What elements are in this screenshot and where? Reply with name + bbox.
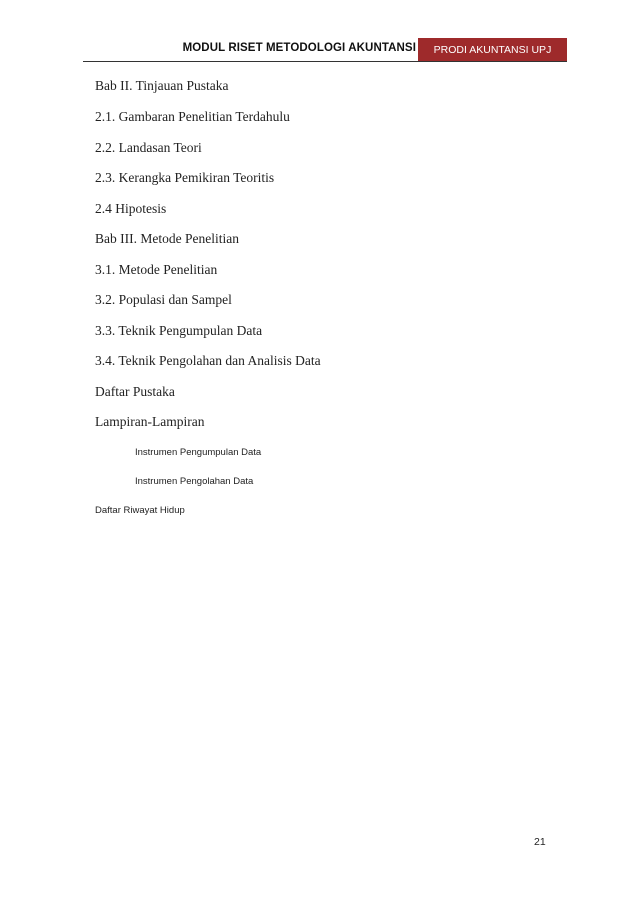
toc-subitem-instrumen-pengumpulan: Instrumen Pengumpulan Data	[135, 447, 262, 458]
toc-item-bab-2: Bab II. Tinjauan Pustaka	[95, 78, 229, 93]
page-header	[0, 38, 638, 62]
toc-item-2-1: 2.1. Gambaran Penelitian Terdahulu	[95, 109, 290, 124]
toc-item-2-3: 2.3. Kerangka Pemikiran Teoritis	[95, 170, 275, 185]
header-divider	[83, 61, 567, 62]
page-number: 21	[534, 836, 546, 848]
toc-subitem-instrumen-pengolahan: Instrumen Pengolahan Data	[135, 476, 254, 487]
toc-item-2-4: 2.4 Hipotesis	[95, 201, 167, 216]
toc-item-riwayat-hidup: Daftar Riwayat Hidup	[95, 505, 185, 516]
toc-item-3-4: 3.4. Teknik Pengolahan dan Analisis Data	[95, 353, 321, 368]
header-badge: PRODI AKUNTANSI UPJ	[418, 38, 567, 62]
toc-item-3-3: 3.3. Teknik Pengumpulan Data	[95, 323, 263, 338]
header-title: MODUL RISET METODOLOGI AKUNTANSI	[182, 42, 416, 54]
toc-item-3-1: 3.1. Metode Penelitian	[95, 262, 218, 277]
toc-item-2-2: 2.2. Landasan Teori	[95, 140, 202, 155]
toc-item-3-2: 3.2. Populasi dan Sampel	[95, 292, 232, 307]
toc-item-lampiran: Lampiran-Lampiran	[95, 414, 205, 429]
toc-item-bab-3: Bab III. Metode Penelitian	[95, 231, 239, 246]
toc-item-daftar-pustaka: Daftar Pustaka	[95, 384, 175, 399]
